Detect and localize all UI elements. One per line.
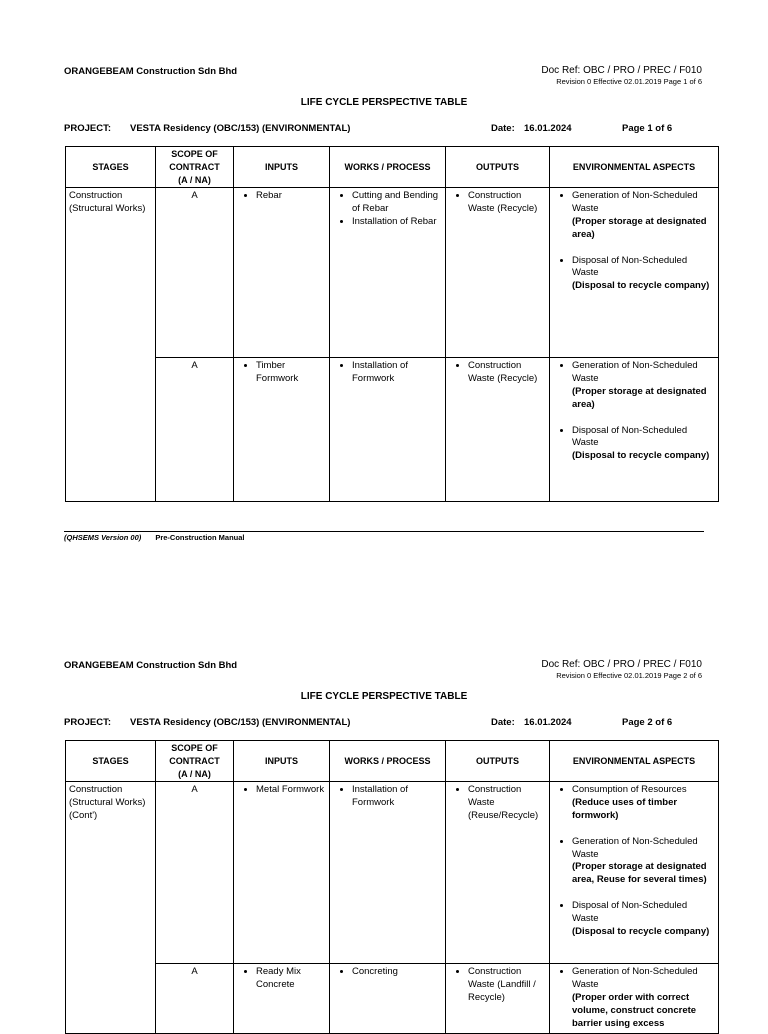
date-label: Date: [491, 123, 515, 134]
col-header-stages: STAGES [66, 741, 156, 782]
revision-info: Revision 0 Effective 02.01.2019 Page 2 of 6 [556, 671, 702, 680]
doc-ref-text: Doc Ref: OBC / PRO / PREC / F010 [541, 659, 702, 670]
outputs-cell [446, 358, 550, 502]
scope-cell: A [156, 188, 234, 358]
inputs-cell [234, 358, 330, 502]
inputs-cell [234, 782, 330, 964]
aspect-text: Generation of Non-Scheduled Waste [572, 966, 698, 991]
works-cell [330, 188, 446, 358]
list-item: • Concreting [352, 966, 442, 979]
list-item: • Ready Mix Concrete [256, 966, 326, 992]
aspect-text: Disposal of Non-Scheduled Waste [572, 424, 688, 449]
document-title: LIFE CYCLE PERSPECTIVE TABLE [300, 97, 468, 108]
scope-cell: A [156, 782, 234, 964]
aspect-text: Generation of Non-Scheduled Waste [572, 360, 698, 385]
table-row [66, 358, 719, 502]
table-header-row [66, 741, 719, 782]
aspects-cell [550, 358, 719, 502]
aspect-text: Consumption of Resources [572, 784, 687, 796]
outputs-cell [446, 964, 550, 1034]
page-footer [64, 533, 245, 542]
list-item: • Construction Waste (Landfill / Recycle) [468, 966, 546, 1004]
doc-ref-text: Doc Ref: OBC / PRO / PREC / F010 [541, 65, 702, 76]
list-item [572, 425, 715, 463]
col-header-outputs: OUTPUTS [446, 147, 550, 188]
list-item: • Rebar [256, 190, 326, 203]
list-item: • Cutting and Bending of Rebar [352, 190, 442, 216]
table-row [66, 782, 719, 964]
scope-cell: A [156, 964, 234, 1034]
aspect-control: (Proper order with correct volume, construct concrete barrier using excess [572, 991, 697, 1029]
aspect-control: (Proper storage at designated area) [572, 215, 707, 240]
list-item: • Installation of Rebar [352, 216, 442, 229]
footer-divider [64, 531, 704, 532]
company-name: ORANGEBEAM Construction Sdn Bhd [64, 660, 238, 671]
list-item: • Installation of Formwork [352, 360, 442, 386]
doc-ref [541, 659, 702, 680]
outputs-cell [446, 782, 550, 964]
works-cell [330, 358, 446, 502]
date-label: Date: [491, 717, 515, 728]
list-item [572, 360, 715, 411]
list-item: • Construction Waste (Recycle) [468, 360, 546, 386]
list-item: • Installation of Formwork [352, 784, 442, 810]
list-item [572, 784, 715, 822]
col-header-inputs: INPUTS [234, 741, 330, 782]
col-header-works: WORKS / PROCESS [330, 147, 446, 188]
footer-manual: Pre-Construction Manual [155, 533, 245, 542]
stage-cell: Construction (Structural Works) [66, 188, 156, 358]
aspect-text: Generation of Non-Scheduled Waste [572, 190, 698, 215]
aspect-control: (Disposal to recycle company) [572, 280, 710, 292]
aspect-control: (Disposal to recycle company) [572, 450, 710, 462]
aspect-text: Disposal of Non-Scheduled Waste [572, 254, 688, 279]
revision-info: Revision 0 Effective 02.01.2019 Page 1 of 6 [556, 77, 702, 86]
aspect-text: Generation of Non-Scheduled Waste [572, 835, 698, 860]
col-header-outputs: OUTPUTS [446, 741, 550, 782]
inputs-cell [234, 964, 330, 1034]
date-value: 16.01.2024 [524, 123, 572, 134]
date-value: 16.01.2024 [524, 717, 572, 728]
list-item: • Construction Waste (Reuse/Recycle) [468, 784, 546, 822]
aspect-text: Disposal of Non-Scheduled Waste [572, 899, 688, 924]
list-item [572, 190, 715, 241]
project-label: PROJECT: [64, 123, 111, 134]
list-item: • Timber Formwork [256, 360, 326, 386]
project-label: PROJECT: [64, 717, 111, 728]
page-label: Page 2 of 6 [622, 717, 673, 728]
inputs-cell [234, 188, 330, 358]
list-item [572, 255, 715, 293]
aspects-cell [550, 964, 719, 1034]
works-cell [330, 964, 446, 1034]
stage-cell: Construction (Structural Works) (Cont') [66, 782, 156, 964]
doc-ref [541, 65, 702, 86]
table-row [66, 964, 719, 1034]
aspect-control: (Proper storage at designated area) [572, 385, 707, 410]
life-cycle-table [65, 146, 719, 502]
life-cycle-table [65, 740, 719, 1034]
table-header-row [66, 147, 719, 188]
stage-cell-continued [66, 358, 156, 502]
list-item [572, 836, 715, 887]
col-header-inputs: INPUTS [234, 147, 330, 188]
col-header-works: WORKS / PROCESS [330, 741, 446, 782]
project-name: VESTA Residency (OBC/153) (ENVIRONMENTAL) [130, 717, 351, 728]
scope-cell: A [156, 358, 234, 502]
aspects-cell [550, 188, 719, 358]
col-header-aspects: ENVIRONMENTAL ASPECTS [550, 741, 719, 782]
col-header-scope: SCOPE OF CONTRACT (A / NA) [156, 741, 234, 782]
list-item: • Construction Waste (Recycle) [468, 190, 546, 216]
aspect-control: (Disposal to recycle company) [572, 925, 710, 937]
project-name: VESTA Residency (OBC/153) (ENVIRONMENTAL) [130, 123, 351, 134]
aspect-control: (Proper storage at designated area, Reuse for several times) [572, 861, 707, 886]
works-cell [330, 782, 446, 964]
list-item: • Metal Formwork [256, 784, 326, 797]
outputs-cell [446, 188, 550, 358]
table-row [66, 188, 719, 358]
company-name: ORANGEBEAM Construction Sdn Bhd [64, 66, 238, 77]
page-label: Page 1 of 6 [622, 123, 673, 134]
aspect-control: (Reduce uses of timber formwork) [572, 797, 678, 821]
list-item [572, 900, 715, 938]
list-item [572, 966, 715, 1030]
col-header-aspects: ENVIRONMENTAL ASPECTS [550, 147, 719, 188]
footer-version: (QHSEMS Version 00) [64, 533, 142, 542]
col-header-stages: STAGES [66, 147, 156, 188]
stage-cell-continued [66, 964, 156, 1034]
document-title: LIFE CYCLE PERSPECTIVE TABLE [300, 691, 468, 702]
col-header-scope: SCOPE OF CONTRACT (A / NA) [156, 147, 234, 188]
aspects-cell [550, 782, 719, 964]
